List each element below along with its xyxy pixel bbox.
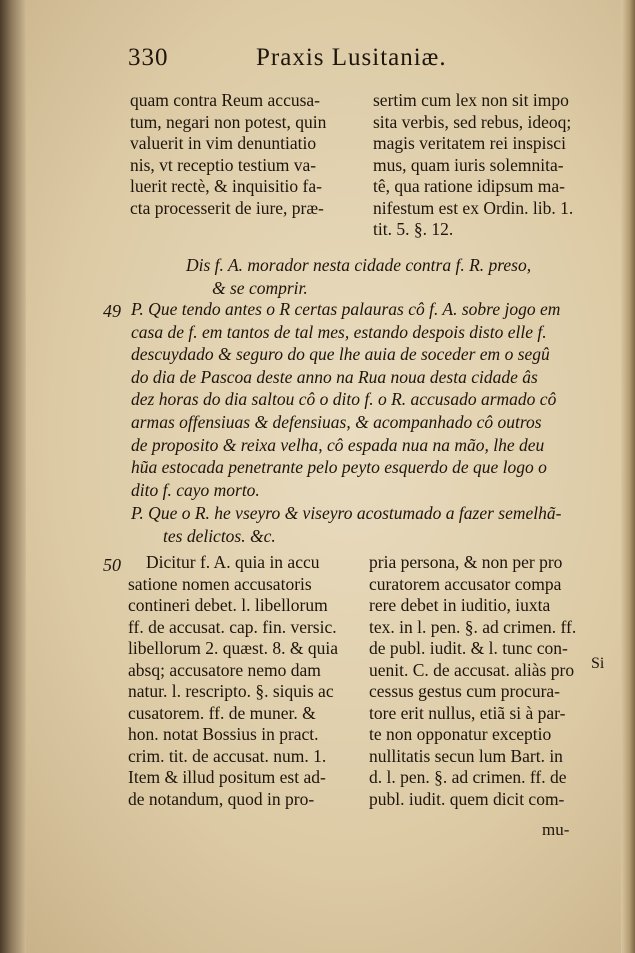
article-line: de proposito & reixa velha, cô espada nua na mão, lhe deu [131, 434, 545, 455]
text-line: nis, vt receptio testium va- [130, 154, 317, 175]
text-line: Dicitur f. A. quia in accu [146, 552, 320, 572]
text-line: luerit rectè, & inquisitio fa- [130, 176, 322, 196]
text-line: tê, qua ratione idipsum ma- [373, 176, 565, 196]
article-line: descuydado & seguro do que lhe auia de soceder em o segû [131, 344, 550, 365]
text-line: de publ. iudit. & l. tunc con- [369, 638, 568, 658]
article-line: dez horas do dia saltou cô o dito f. o R. accusado armado cô [131, 389, 557, 410]
section-heading [186, 254, 531, 299]
text-line: rere debet in iuditio, iuxta [369, 595, 551, 615]
article-line: casa de f. em tantos de tal mes, estando despois disto elle f. [131, 321, 547, 342]
text-line: nifestum est ex Ordin. lib. 1. [373, 197, 574, 218]
text-line: magis veritatem rei inspisci [373, 133, 566, 153]
text-line: cusatorem. ff. de muner. & [128, 702, 316, 723]
text-line: publ. iudit. quem dicit com- [369, 788, 565, 809]
text-line: quam contra Reum accusa- [130, 90, 320, 110]
text-line: tit. 5. §. 12. [373, 219, 454, 239]
text-line: Item & illud positum est ad- [128, 767, 326, 787]
text-line: tum, negari non potest, quin [130, 111, 327, 132]
text-line: curatorem accusator compa [369, 573, 562, 594]
text-line: tex. in l. pen. §. ad crimen. ff. [369, 616, 577, 637]
article-number: 49 [103, 301, 121, 321]
page-edge [621, 0, 635, 953]
margin-note: Si [591, 655, 605, 672]
article-line: dito f. cayo morto. [131, 479, 260, 500]
text-line: cta processerit de iure, præ- [130, 197, 324, 218]
article-49 [131, 298, 560, 501]
text-line: uenit. C. de accusat. aliàs pro [369, 659, 575, 680]
text-line: hon. notat Bossius in pract. [128, 724, 319, 744]
text-line: sita verbis, sed rebus, ideoq; [373, 111, 572, 132]
text-line: tore erit nullus, etiã si à par- [369, 702, 566, 723]
column-left-bottom [128, 552, 338, 810]
binding-gutter [0, 0, 26, 953]
column-right-top [373, 90, 573, 241]
text-line: ff. de accusat. cap. fin. versic. [128, 616, 337, 637]
text-line: pria persona, & non per pro [369, 552, 563, 572]
article-line: hũa estocada penetrante pelo peyto esquerdo de que logo o [131, 457, 547, 478]
heading-line: & se comprir. [212, 277, 308, 298]
text-line: crim. tit. de accusat. num. 1. [128, 745, 327, 766]
text-line: d. l. pen. §. ad crimen. ff. de [369, 767, 567, 787]
text-line: de notandum, quod in pro- [128, 788, 315, 809]
column-right-bottom [369, 552, 576, 810]
page-number: 330 [128, 44, 169, 71]
text-line: nullitatis secun lum Bart. in [369, 745, 563, 766]
text-line: natur. l. rescripto. §. siquis ac [128, 681, 334, 701]
catchword: mu- [542, 820, 570, 839]
text-line: sertim cum lex non sit impo [373, 90, 569, 110]
article-line: armas offensiuas & defensiuas, & acompanhado cô outros [131, 411, 542, 432]
text-line: libellorum 2. quæst. 8. & quia [128, 638, 338, 658]
page-header [128, 44, 468, 78]
text-line: absq; accusatore nemo dam [128, 659, 321, 680]
article-line: P. Que tendo antes o R certas palauras cô f. A. sobre jogo em [131, 299, 561, 319]
text-line: te non opponatur exceptio [369, 724, 552, 744]
article-number: 50 [103, 555, 121, 575]
column-left-top [130, 90, 326, 219]
article-line: P. Que o R. he vseyro & viseyro acostumado a fazer semelhã- [131, 503, 562, 523]
article-line: do dia de Pascoa deste anno na Rua noua desta cidade âs [131, 366, 538, 387]
article-line: tes delictos. &c. [163, 525, 276, 546]
text-line: valuerit in vim denuntiatio [130, 133, 317, 153]
text-line: cessus gestus cum procura- [369, 681, 560, 701]
text-line: mus, quam iuris solemnita- [373, 154, 564, 175]
heading-line: Dis f. A. morador nesta cidade contra f. R. preso, [186, 255, 532, 275]
text-line: satione nomen accusatoris [128, 573, 312, 594]
text-line: contineri debet. l. libellorum [128, 595, 328, 615]
running-title: Praxis Lusitaniæ. [256, 44, 447, 71]
article-2 [131, 502, 561, 547]
